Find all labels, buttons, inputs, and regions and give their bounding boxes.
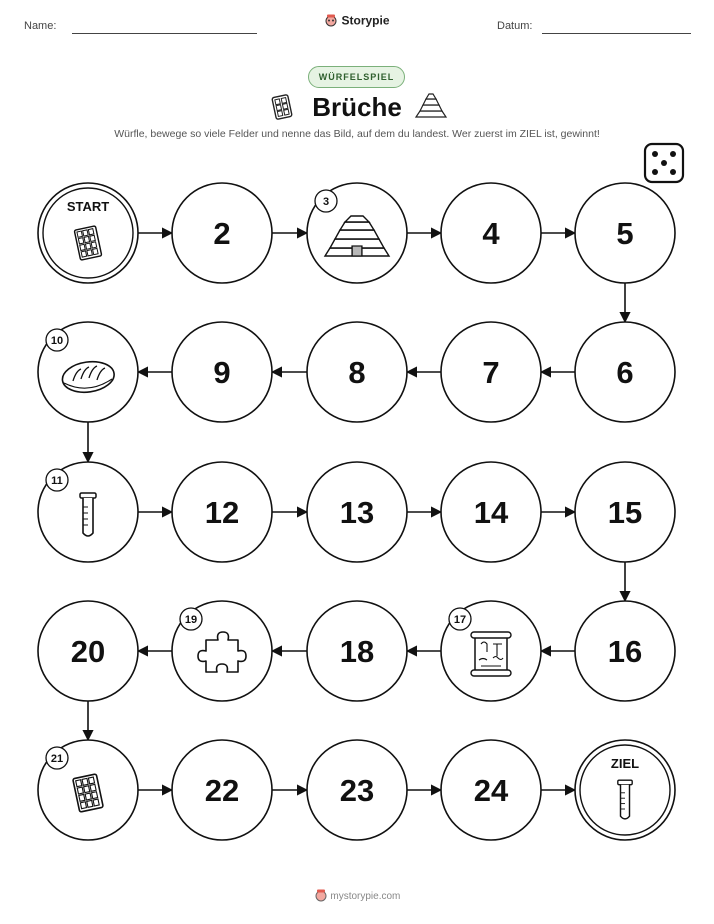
space-number: 11 bbox=[51, 475, 63, 487]
footer bbox=[0, 888, 714, 905]
board-space-3[interactable] bbox=[307, 183, 407, 283]
board-space-8[interactable] bbox=[307, 322, 407, 422]
board-space-11[interactable] bbox=[38, 462, 138, 562]
space-number: 15 bbox=[607, 495, 643, 530]
page-title: Brüche bbox=[312, 92, 402, 122]
instructions: Würfle, bewege so viele Felder und nenne das Bild, auf dem du landest. Wer zuerst im ZIEL ist, gewinnt! bbox=[114, 128, 600, 140]
board-space-21[interactable] bbox=[38, 740, 138, 840]
board-space-6[interactable] bbox=[575, 322, 675, 422]
space-number: 7 bbox=[482, 355, 500, 390]
board-space-7[interactable] bbox=[441, 322, 541, 422]
game-type-badge: WÜRFELSPIEL bbox=[308, 66, 405, 88]
space-number: 9 bbox=[213, 355, 231, 390]
space-number: 14 bbox=[473, 495, 509, 530]
date-label: Datum: bbox=[497, 20, 533, 32]
board-space-24[interactable] bbox=[441, 740, 541, 840]
space-number: 23 bbox=[339, 773, 375, 808]
storypie-logo-icon bbox=[314, 888, 328, 905]
space-number: 3 bbox=[322, 196, 330, 208]
board-space-14[interactable] bbox=[441, 462, 541, 562]
space-number: 20 bbox=[70, 634, 106, 669]
board-space-20[interactable] bbox=[38, 601, 138, 701]
board-space-23[interactable] bbox=[307, 740, 407, 840]
space-number: 21 bbox=[50, 753, 64, 765]
board-space-9[interactable] bbox=[172, 322, 272, 422]
papyrus-scroll-icon bbox=[471, 632, 511, 676]
space-number: 18 bbox=[339, 634, 375, 669]
board-space-2[interactable] bbox=[172, 183, 272, 283]
space-number: 8 bbox=[348, 355, 366, 390]
finish-space[interactable] bbox=[575, 740, 675, 840]
brand-name: Storypie bbox=[341, 13, 390, 28]
start-label: START bbox=[66, 199, 110, 214]
test-tube-icon bbox=[80, 493, 96, 536]
space-number: 19 bbox=[184, 614, 198, 626]
space-number: 5 bbox=[616, 216, 634, 251]
board-space-16[interactable] bbox=[575, 601, 675, 701]
space-number: 24 bbox=[473, 773, 509, 808]
space-number: 4 bbox=[482, 216, 500, 251]
space-number: 6 bbox=[616, 355, 634, 390]
board-space-15[interactable] bbox=[575, 462, 675, 562]
test-tube-icon bbox=[618, 780, 632, 819]
board-space-22[interactable] bbox=[172, 740, 272, 840]
space-number: 13 bbox=[339, 495, 375, 530]
space-number: 12 bbox=[204, 495, 240, 530]
start-space[interactable] bbox=[38, 183, 138, 283]
name-label: Name: bbox=[24, 20, 57, 32]
space-number: 16 bbox=[607, 634, 643, 669]
space-number: 2 bbox=[213, 216, 231, 251]
board-space-17[interactable] bbox=[441, 601, 541, 701]
board-space-18[interactable] bbox=[307, 601, 407, 701]
footer-url: mystorypie.com bbox=[330, 891, 401, 903]
space-number: 10 bbox=[50, 335, 64, 347]
board-space-5[interactable] bbox=[575, 183, 675, 283]
finish-label: ZIEL bbox=[610, 756, 640, 771]
board-space-13[interactable] bbox=[307, 462, 407, 562]
board-space-19[interactable] bbox=[172, 601, 272, 701]
board-space-10[interactable] bbox=[38, 322, 138, 422]
board-space-4[interactable] bbox=[441, 183, 541, 283]
space-number: 17 bbox=[453, 614, 467, 626]
space-number: 22 bbox=[204, 773, 240, 808]
board-space-12[interactable] bbox=[172, 462, 272, 562]
